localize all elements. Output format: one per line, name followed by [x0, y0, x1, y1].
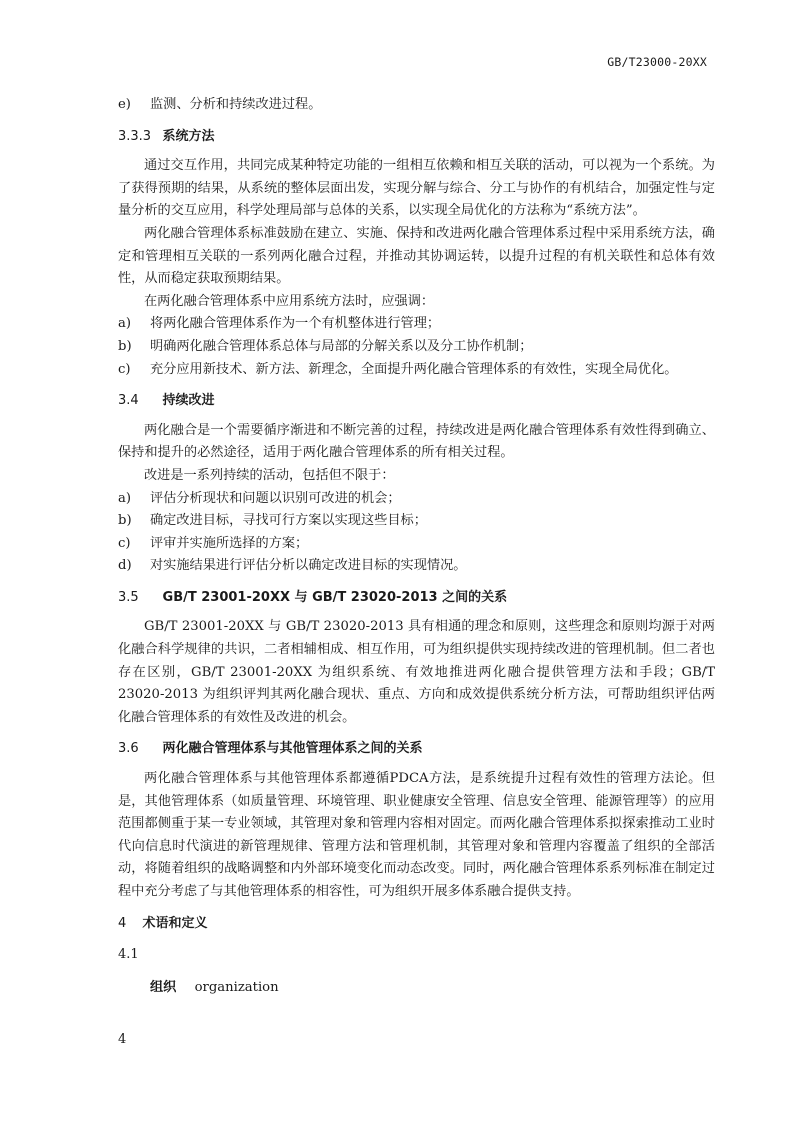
paragraph: 通过交互作用，共同完成某种特定功能的一组相互依赖和相互关联的活动，可以视为一个系统。为了获得预期的结果，从系统的整体层面出发，实现分解与综合、分工与协作的有机结合，加强定性与定量分析的交互应用，科学处理局部与总体的关系，以实现全局优化的方法称为“系统方法”。: [118, 158, 715, 219]
section-number: 3.5: [118, 589, 139, 605]
list-item-text: 评估分析现状和问题以识别可改进的机会；: [150, 490, 401, 506]
section-heading-3-4: [118, 390, 715, 413]
term-entry: [118, 977, 715, 1000]
page-number: 4: [118, 1032, 127, 1047]
list-item-label: c): [118, 535, 131, 551]
section-number: 3.6: [118, 741, 139, 757]
paragraph: 两化融合管理体系标准鼓励在建立、实施、保持和改进两化融合管理体系过程中采用系统方法，确定和管理相互关联的一系列两化融合过程，并推动其协调运转，以提升过程的有机关联性和总体有效性，从而稳定获取预期结果。: [118, 225, 715, 287]
section-number: 3.4: [118, 393, 139, 409]
section-number: 3.3.3: [118, 128, 152, 144]
section-heading-3-5: [118, 587, 715, 610]
section-heading-4-1: [118, 944, 715, 967]
list-item-text: 监测、分析和持续改进过程。: [150, 97, 322, 112]
list-item: [118, 94, 715, 117]
list-item-text: 将两化融合管理体系作为一个有机整体进行管理；: [150, 316, 441, 332]
list-item-label: c): [118, 361, 131, 377]
list-item-text: 评审并实施所选择的方案；: [150, 535, 309, 551]
section-number: 4.1: [118, 947, 139, 963]
list-item-label: a): [118, 490, 132, 506]
list-item-label: e): [118, 97, 131, 112]
paragraph: 两化融合是一个需要循序渐进和不断完善的过程，持续改进是两化融合管理体系有效性得到确立、保持和提升的必然途径，适用于两化融合管理体系的所有相关过程。: [118, 422, 715, 461]
section-title: 两化融合管理体系与其他管理体系之间的关系: [162, 741, 423, 757]
list-item: [118, 313, 715, 336]
list-item: [118, 555, 715, 578]
list-item-text: 对实施结果进行评估分析以确定改进目标的实现情况。: [150, 558, 467, 574]
section-heading-3-6: [118, 738, 715, 761]
list-item: [118, 533, 715, 556]
list-item-text: 确定改进目标，寻找可行方案以实现这些目标；: [150, 513, 427, 529]
term-english: organization: [194, 979, 279, 995]
list-item: [118, 336, 715, 359]
paragraph: 改进是一系列持续的活动，包括但不限于：: [144, 467, 395, 483]
paragraph: 在两化融合管理体系中应用系统方法时，应强调：: [144, 293, 435, 309]
list-item-label: d): [118, 558, 132, 574]
list-item-label: a): [118, 316, 132, 332]
section-title: 术语和定义: [142, 915, 208, 931]
list-item-label: b): [118, 513, 132, 529]
section-number: 4: [118, 915, 127, 931]
section-heading-4: [118, 913, 715, 936]
list-item: [118, 488, 715, 511]
section-title: 持续改进: [162, 393, 215, 409]
list-item-text: 充分应用新技术、新方法、新理念，全面提升两化融合管理体系的有效性，实现全局优化。: [150, 361, 678, 377]
section-heading-3-3-3: [118, 126, 715, 149]
paragraph: 两化融合管理体系与其他管理体系都遵循PDCA方法，是系统提升过程有效性的管理方法论。但是，其他管理体系（如质量管理、环境管理、职业健康安全管理、信息安全管理、能源管理等）的应用范围都侧重于某一专业领域，其管理对象和管理内容相对固定。而两化融合管理体系拟探索推动工业时代向信息时代演进的新管理规律、管理方法和管理机制，其管理对象和管理内容覆盖了组织的全部活动，将随着组织的战略调整和内外部环境变化而动态改变。同时，两化融合管理体系系列标准在制定过程中充分考虑了与其他管理体系的相容性，可为组织开展多体系融合提供支持。: [118, 771, 715, 899]
list-item-label: b): [118, 338, 132, 354]
list-item: [118, 359, 715, 382]
list-item-text: 明确两化融合管理体系总体与局部的分解关系以及分工协作机制；: [150, 338, 533, 354]
list-item: [118, 510, 715, 533]
term-chinese: 组织: [150, 979, 177, 995]
paragraph: GB/T 23001-20XX 与 GB/T 23020-2013 具有相通的理念和原则，这些理念和原则均源于对两化融合科学规律的共识，二者相辅相成、相互作用，可为组织提供实现持续改进的管理机制。但二者也存在区别，GB/T 23001-20XX 为组织系统、有效地推进两化融合提供管理方法和手段；GB/T 23020-2013 为组织评判其两化融合现状、重点、方向和成效提供系统分析方法，可帮助组织评估两化融合管理体系的有效性及改进的机会。: [118, 619, 715, 725]
section-title: 系统方法: [162, 128, 215, 144]
document-id-header: GB/T23000-20XX: [607, 55, 707, 69]
page-content: [118, 94, 715, 999]
section-title: GB/T 23001-20XX 与 GB/T 23020-2013 之间的关系: [162, 589, 508, 605]
